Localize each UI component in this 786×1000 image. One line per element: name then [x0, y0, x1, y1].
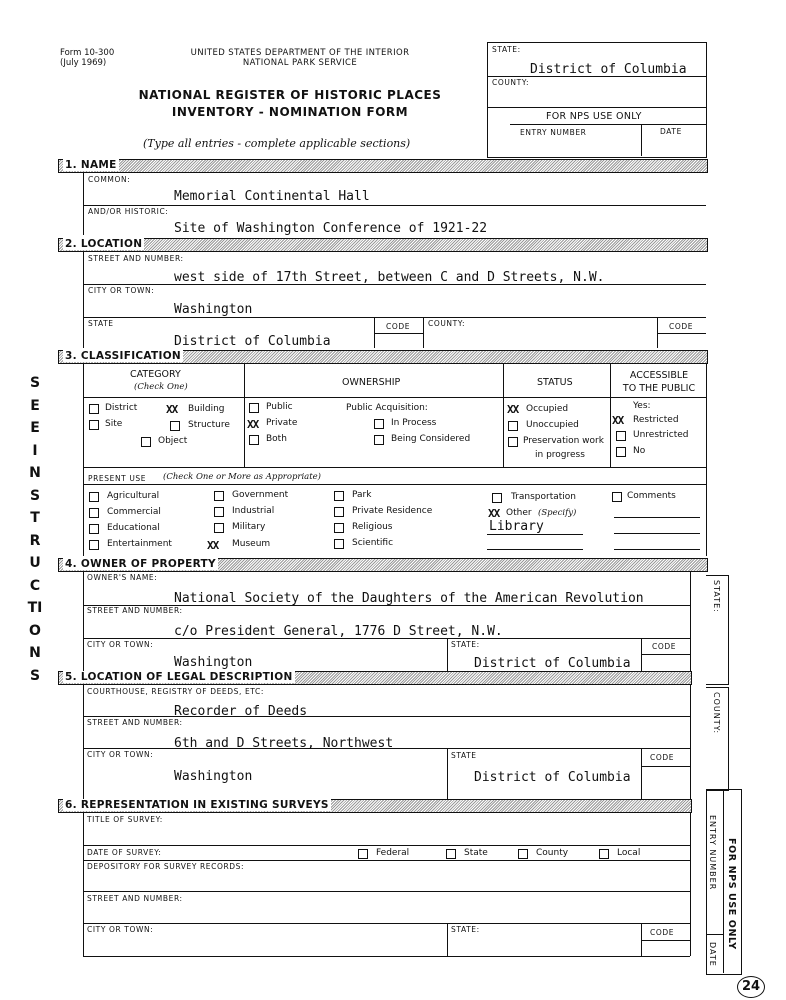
survey-state-checkbox[interactable] — [446, 849, 456, 859]
status-occupied-label: Occupied — [526, 404, 569, 414]
status-occupied-mark[interactable]: XX — [507, 403, 519, 416]
legal-state-label: STATE — [451, 751, 477, 760]
use-private-residence-checkbox[interactable] — [334, 507, 344, 517]
owner-state-label: STATE: — [451, 640, 480, 649]
survey-state-field-label: STATE: — [451, 925, 480, 934]
section-4-bar: 4. OWNER OF PROPERTY — [58, 558, 708, 572]
nps-use-only-label: FOR NPS USE ONLY — [546, 111, 642, 122]
survey-date-label: DATE OF SURVEY: — [87, 848, 162, 857]
form-number: Form 10-300 (July 1969) — [60, 48, 115, 68]
owner-city-label: CITY OR TOWN: — [87, 640, 154, 649]
category-site-label: Site — [105, 419, 123, 429]
location-county-label: COUNTY: — [428, 319, 466, 328]
category-object-label: Object — [158, 436, 188, 446]
use-agricultural-checkbox[interactable] — [89, 492, 99, 502]
owner-name-label: OWNER'S NAME: — [87, 573, 158, 582]
use-government-checkbox[interactable] — [214, 491, 224, 501]
use-park-checkbox[interactable] — [334, 491, 344, 501]
side-state-label: STATE: — [712, 580, 721, 613]
public-acquisition-label: Public Acquisition: — [346, 403, 428, 413]
historic-name-value[interactable]: Site of Washington Conference of 1921-22 — [174, 221, 488, 236]
use-educational-checkbox[interactable] — [89, 524, 99, 534]
survey-code-label: CODE — [650, 928, 675, 937]
acquisition-in-process-checkbox[interactable] — [374, 419, 384, 429]
legal-street-value[interactable]: 6th and D Streets, Northwest — [174, 736, 394, 751]
section-5-bar: 5. LOCATION OF LEGAL DESCRIPTION — [58, 671, 692, 685]
legal-code-label: CODE — [650, 753, 675, 762]
legal-city-label: CITY OR TOWN: — [87, 750, 154, 759]
status-preservation-checkbox[interactable] — [508, 437, 518, 447]
side-date-label: DATE — [708, 942, 717, 967]
ownership-public-checkbox[interactable] — [249, 403, 259, 413]
top-county-label: COUNTY: — [492, 78, 530, 87]
use-religious-label: Religious — [352, 522, 393, 532]
category-site-checkbox[interactable] — [89, 420, 99, 430]
ownership-both-checkbox[interactable] — [249, 435, 259, 445]
use-agricultural-label: Agricultural — [107, 491, 160, 501]
category-heading: CATEGORY — [130, 369, 181, 380]
section-6-bar: 6. REPRESENTATION IN EXISTING SURVEYS — [58, 799, 692, 813]
state-county-box — [487, 42, 707, 158]
present-use-note: (Check One or More as Appropriate) — [163, 472, 321, 482]
owner-code-label: CODE — [652, 642, 677, 651]
use-park-label: Park — [352, 490, 372, 500]
survey-county-label: County — [536, 848, 569, 858]
use-entertainment-label: Entertainment — [107, 539, 172, 549]
survey-street-label: STREET AND NUMBER: — [87, 894, 183, 903]
owner-street-label: STREET AND NUMBER: — [87, 606, 183, 615]
use-government-label: Government — [232, 490, 289, 500]
ownership-public-label: Public — [266, 402, 293, 412]
depository-label: DEPOSITORY FOR SURVEY RECORDS: — [87, 862, 245, 871]
top-state-value: District of Columbia — [530, 62, 687, 77]
category-district-label: District — [105, 403, 138, 413]
category-object-checkbox[interactable] — [141, 437, 151, 447]
form-title: NATIONAL REGISTER OF HISTORIC PLACES INVENTORY - NOMINATION FORM — [138, 88, 442, 119]
use-scientific-checkbox[interactable] — [334, 539, 344, 549]
category-building-mark[interactable]: XX — [166, 403, 178, 416]
location-street-label: STREET AND NUMBER: — [88, 254, 184, 263]
survey-city-label: CITY OR TOWN: — [87, 925, 154, 934]
entry-number-label: ENTRY NUMBER — [520, 128, 587, 137]
survey-title-label: TITLE OF SURVEY: — [87, 815, 163, 824]
use-religious-checkbox[interactable] — [334, 523, 344, 533]
survey-state-label: State — [464, 848, 488, 858]
accessible-no-checkbox[interactable] — [616, 447, 626, 457]
owner-street-value[interactable]: c/o President General, 1776 D Street, N.W. — [174, 624, 503, 639]
owner-state-value[interactable]: District of Columbia — [474, 656, 631, 671]
courthouse-value[interactable]: Recorder of Deeds — [174, 704, 308, 719]
legal-state-value[interactable]: District of Columbia — [474, 770, 631, 785]
survey-local-checkbox[interactable] — [599, 849, 609, 859]
side-entry-number-label: ENTRY NUMBER — [708, 815, 717, 891]
location-county-code-label: CODE — [669, 322, 694, 331]
use-entertainment-checkbox[interactable] — [89, 540, 99, 550]
location-state-value[interactable]: District of Columbia — [174, 334, 331, 349]
accessible-unrestricted-checkbox[interactable] — [616, 431, 626, 441]
see-instructions-side-text: SEE INSTRUCTIONS — [27, 375, 43, 684]
common-name-label: COMMON: — [88, 175, 131, 184]
status-heading: STATUS — [537, 377, 573, 388]
section-3-bar: 3. CLASSIFICATION — [58, 350, 708, 364]
use-military-label: Military — [232, 522, 266, 532]
ownership-both-label: Both — [266, 434, 287, 444]
ownership-heading: OWNERSHIP — [342, 377, 401, 388]
present-use-label: PRESENT USE — [88, 474, 147, 483]
accessible-restricted-mark[interactable]: XX — [612, 414, 624, 427]
form-instructions: (Type all entries - complete applicable sections) — [143, 137, 411, 150]
status-unoccupied-checkbox[interactable] — [508, 421, 518, 431]
ownership-private-mark[interactable]: XX — [247, 418, 259, 431]
category-district-checkbox[interactable] — [89, 404, 99, 414]
accessible-yes-label: Yes: — [633, 401, 651, 411]
category-building-label: Building — [188, 404, 225, 414]
owner-name-value[interactable]: National Society of the Daughters of the American Revolution — [174, 591, 644, 606]
status-preservation-label: Preservation work — [523, 436, 604, 446]
acquisition-in-process-label: In Process — [391, 418, 437, 428]
use-commercial-checkbox[interactable] — [89, 508, 99, 518]
legal-city-value[interactable]: Washington — [174, 769, 253, 784]
location-city-label: CITY OR TOWN: — [88, 286, 155, 295]
top-state-label: STATE: — [492, 45, 521, 54]
use-other-value[interactable]: Library — [489, 519, 544, 534]
use-educational-label: Educational — [107, 523, 160, 533]
section-2-bar: 2. LOCATION — [58, 238, 708, 252]
survey-federal-checkbox[interactable] — [358, 849, 368, 859]
location-code-label: CODE — [386, 322, 411, 331]
agency-heading: UNITED STATES DEPARTMENT OF THE INTERIOR NATIONAL PARK SERVICE — [190, 48, 410, 68]
location-street-value[interactable]: west side of 17th Street, between C and D Streets, N.W. — [174, 270, 605, 285]
historic-name-label: AND/OR HISTORIC: — [88, 207, 169, 216]
courthouse-label: COURTHOUSE, REGISTRY OF DEEDS, ETC: — [87, 687, 264, 696]
use-other-mark[interactable]: XX — [488, 507, 500, 520]
common-name-value[interactable]: Memorial Continental Hall — [174, 189, 370, 204]
status-preservation-label-2: in progress — [535, 450, 585, 460]
use-industrial-label: Industrial — [232, 506, 275, 516]
use-comments-label: Comments — [627, 491, 676, 501]
use-military-checkbox[interactable] — [214, 523, 224, 533]
use-private-residence-label: Private Residence — [352, 506, 433, 516]
accessible-heading: ACCESSIBLE TO THE PUBLIC — [622, 370, 696, 394]
use-transportation-label: Transportation — [511, 492, 576, 502]
owner-city-value[interactable]: Washington — [174, 655, 253, 670]
status-unoccupied-label: Unoccupied — [526, 420, 579, 430]
survey-federal-label: Federal — [376, 848, 410, 858]
location-state-label: STATE — [88, 319, 114, 328]
use-scientific-label: Scientific — [352, 538, 394, 548]
survey-county-checkbox[interactable] — [518, 849, 528, 859]
category-structure-label: Structure — [188, 420, 230, 430]
section-1-bar: 1. NAME — [58, 159, 708, 173]
use-museum-label: Museum — [232, 539, 271, 549]
category-structure-checkbox[interactable] — [170, 421, 180, 431]
date-label: DATE — [660, 127, 682, 136]
use-specify-note: (Specify) — [538, 508, 577, 518]
location-city-value[interactable]: Washington — [174, 302, 253, 317]
acquisition-considered-label: Being Considered — [391, 434, 471, 444]
check-one-note: (Check One) — [134, 382, 188, 392]
use-other-label: Other — [506, 508, 532, 518]
accessible-restricted-label: Restricted — [633, 415, 679, 425]
use-transportation-checkbox[interactable] — [492, 493, 502, 503]
use-industrial-checkbox[interactable] — [214, 507, 224, 517]
acquisition-considered-checkbox[interactable] — [374, 435, 384, 445]
ownership-private-label: Private — [266, 418, 298, 428]
legal-street-label: STREET AND NUMBER: — [87, 718, 183, 727]
use-museum-mark[interactable]: XX — [207, 539, 219, 552]
page-number: 24 — [737, 976, 765, 998]
side-nps-label: FOR NPS USE ONLY — [726, 838, 737, 950]
use-commercial-label: Commercial — [107, 507, 161, 517]
accessible-unrestricted-label: Unrestricted — [633, 430, 689, 440]
use-comments-checkbox[interactable] — [612, 492, 622, 502]
side-county-label: COUNTY: — [712, 692, 721, 735]
survey-local-label: Local — [617, 848, 641, 858]
accessible-no-label: No — [633, 446, 646, 456]
